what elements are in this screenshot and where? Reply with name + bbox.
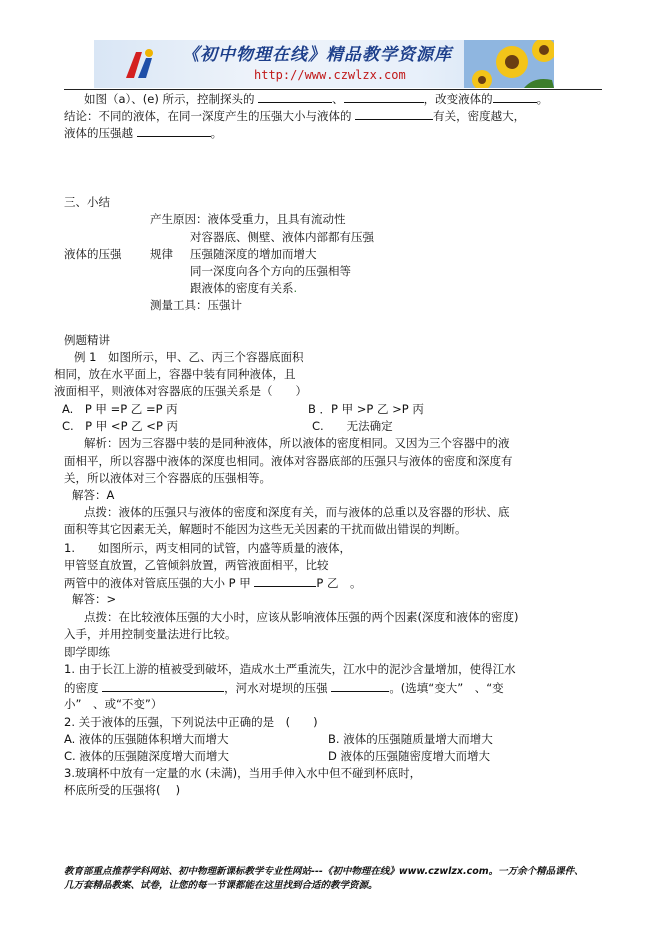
intro-line-3: 液体的压强越 。 xyxy=(64,126,223,140)
ex1-line-2: 相同，放在水平面上，容器中装有同种液体，且 xyxy=(54,367,296,381)
practice-q2-option-a: A. 液体的压强随体积增大而增大 xyxy=(64,732,229,746)
ex1-line-1: 例 1 如图所示，甲、乙、丙三个容器底面积 xyxy=(74,350,304,364)
practice-q2-option-d: D 液体的压强随密度增大而增大 xyxy=(328,749,491,763)
blank xyxy=(258,91,332,103)
header-rule xyxy=(64,89,602,90)
blank xyxy=(137,125,211,137)
ex2-line-1: 1. 如图所示，两支相同的试管，内盛等质量的液体， xyxy=(64,541,351,555)
summary-law-2: 同一深度向各个方向的压强相等 xyxy=(190,264,351,278)
practice-q2: 2. 关于液体的压强，下列说法中正确的是 ( ) xyxy=(64,715,318,729)
ex1-analysis-2: 面相平，所以容器中液体的深度也相同。液体对容器底部的压强只与液体的密度和深度有 xyxy=(64,454,513,468)
practice-heading: 即学即练 xyxy=(64,645,110,659)
ex1-option-d: C. 无法确定 xyxy=(312,419,393,433)
practice-q1-line-2: 的密度 ，河水对堤坝的压强 。(选填“变大” 、“变 xyxy=(64,681,504,695)
ex1-option-a: A. P 甲 =P 乙 =P 丙 xyxy=(62,402,178,416)
ex2-line-2: 甲管竖直放置，乙管倾斜放置，两管液面相平，比较 xyxy=(64,558,329,572)
sunflower-image xyxy=(464,40,554,88)
ex1-tip-1: 点拨：液体的压强只与液体的密度和深度有关，而与液体的总重以及容器的形状、底 xyxy=(84,505,510,519)
summary-topic: 液体的压强 xyxy=(64,247,122,261)
examples-heading: 例题精讲 xyxy=(64,333,110,347)
summary-heading: 三、小结 xyxy=(64,195,110,209)
banner-title: 《初中物理在线》精品教学资源库 xyxy=(182,45,452,65)
summary-tool: 测量工具：压强计 xyxy=(150,298,242,312)
footer-line-2: 几万套精品教案、试卷，让您的每一节课都能在这里找到合适的教学资源。 xyxy=(64,880,378,891)
summary-law-3: 跟液体的密度有关系. xyxy=(190,281,298,295)
practice-q2-option-c: C. 液体的压强随深度增大而增大 xyxy=(64,749,229,763)
ex2-tip-2: 入手，并用控制变量法进行比较。 xyxy=(64,627,237,641)
summary-law-1: 压强随深度的增加而增大 xyxy=(190,247,317,261)
ex2-tip-1: 点拨：在比较液体压强的大小时，应该从影响液体压强的两个因素(深度和液体的密度) xyxy=(84,610,519,624)
blank xyxy=(102,680,224,692)
blank xyxy=(355,108,433,120)
footer-line-1: 教育部重点推荐学科网站、初中物理新课标教学专业性网站---《初中物理在线》www.czwlzx.com。一万余个精品课件、 xyxy=(64,866,584,877)
ex1-analysis-1: 解析：因为三容器中装的是同种液体，所以液体的密度相同。又因为三个容器中的液 xyxy=(84,436,510,450)
practice-q3-line-1: 3.玻璃杯中放有一定量的水 (未满)，当用手伸入水中但不碰到杯底时， xyxy=(64,766,422,780)
summary-law-label: 规律 xyxy=(150,247,173,261)
blank xyxy=(331,680,389,692)
ex1-option-b: B ．P 甲 >P 乙 >P 丙 xyxy=(308,402,424,416)
summary-cause: 产生原因：液体受重力，且具有流动性 xyxy=(150,212,346,226)
ex1-tip-2: 面积等其它因素无关，解题时不能因为这些无关因素的干扰而做出错误的判断。 xyxy=(64,522,467,536)
ex1-analysis-3: 关，所以液体对三个容器底的压强相等。 xyxy=(64,471,271,485)
practice-q1-line-1: 1. 由于长江上游的植被受到破坏，造成水土严重流失，江水中的泥沙含量增加，使得江水 xyxy=(64,662,516,676)
intro-line-2: 结论：不同的液体，在同一深度产生的压强大小与液体的 有关，密度越大， xyxy=(64,109,526,123)
ex2-answer: 解答：> xyxy=(72,592,117,606)
ex1-line-3: 液面相平，则液体对容器底的压强关系是（ ） xyxy=(54,384,307,398)
ex1-option-c: C. P 甲 <P 乙 <P 丙 xyxy=(62,419,179,433)
blank xyxy=(254,575,316,587)
site-logo xyxy=(120,44,160,84)
blank xyxy=(493,91,537,103)
practice-q2-option-b: B. 液体的压强随质量增大而增大 xyxy=(328,732,493,746)
banner-url: http://www.czwlzx.com xyxy=(254,68,406,82)
ex1-answer: 解答：A xyxy=(72,488,115,502)
ex2-line-3: 两管中的液体对管底压强的大小 P 甲 P 乙 。 xyxy=(64,576,362,590)
summary-cause-2: 对容器底、侧壁、液体内部都有压强 xyxy=(190,230,374,244)
header-banner xyxy=(94,40,554,88)
intro-line-1: 如图（a）、(e) 所示，控制探头的 、 ，改变液体的 。 xyxy=(84,92,549,106)
practice-q3-line-2: 杯底所受的压强将( ) xyxy=(64,783,181,797)
practice-q1-line-3: 小” 、或“不变”） xyxy=(64,697,163,711)
blank xyxy=(344,91,424,103)
